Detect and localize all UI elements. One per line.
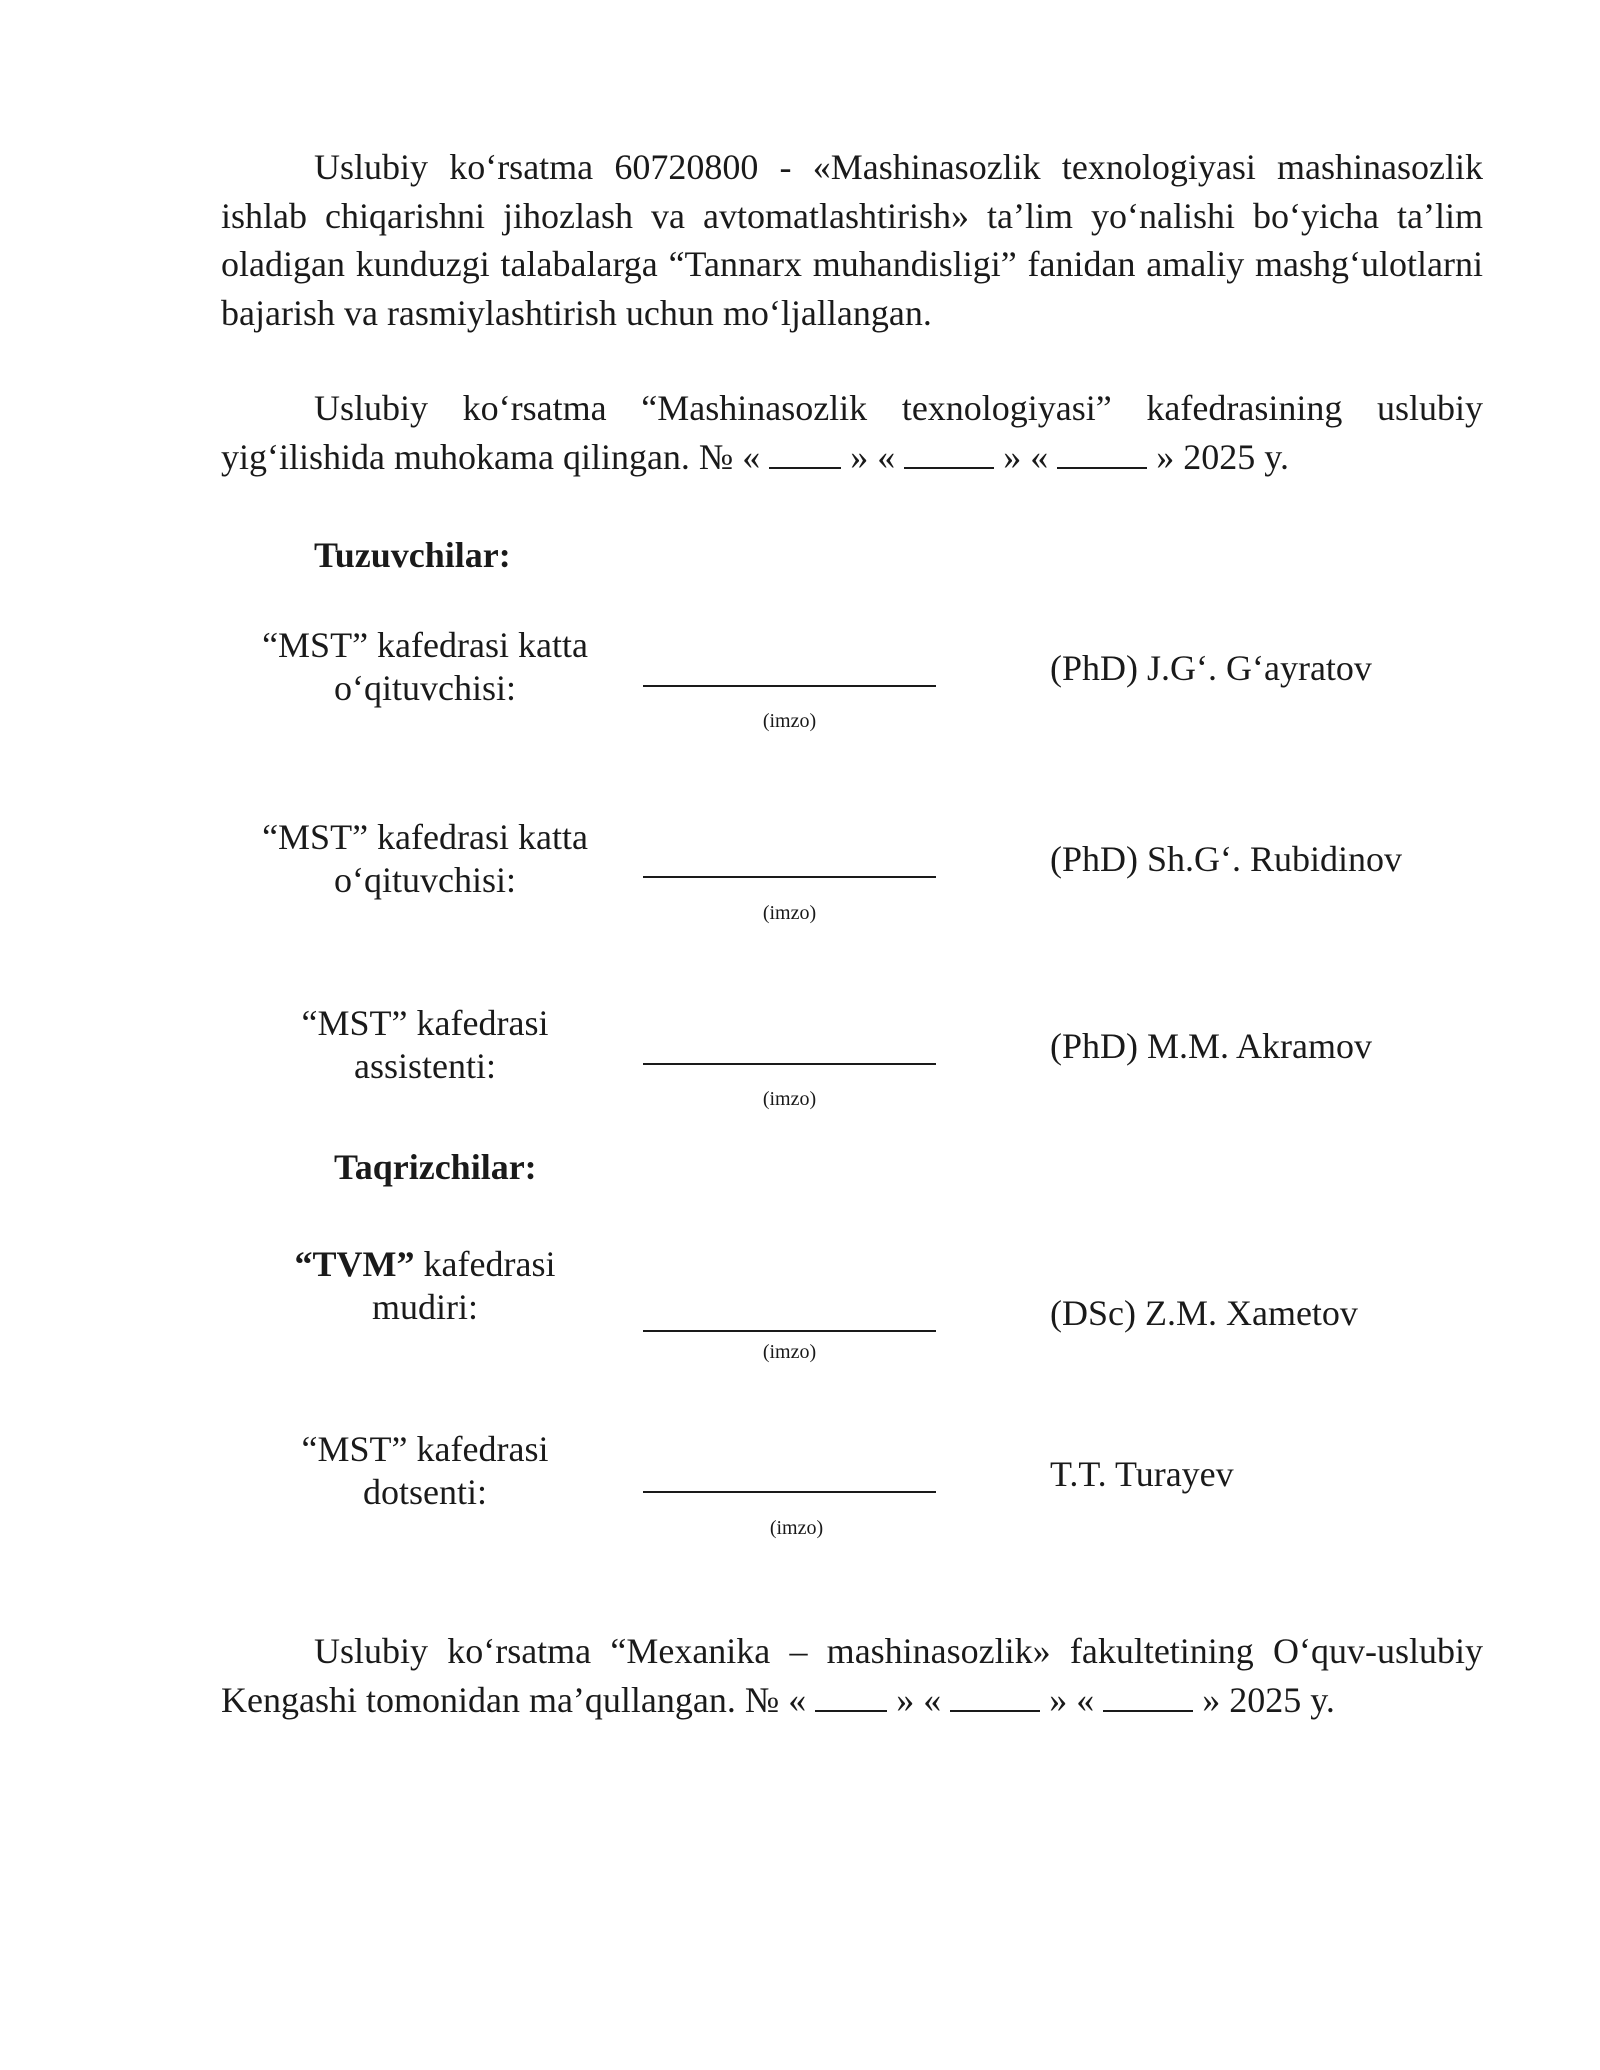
reviewers-heading: Taqrizchilar: [334, 1147, 537, 1187]
author-role-line1: “MST” kafedrasi [301, 1003, 549, 1043]
discussion-paragraph: Uslubiy ko‘rsatma “Mashinasozlik texnologiyasi” kafedrasining uslubiy yig‘ilishida muhokama qilingan. № « » « » « » 2025 y. [221, 388, 1483, 477]
signature-hint: (imzo) [762, 1341, 817, 1363]
reviewer-role-line2: dotsenti: [363, 1472, 487, 1512]
discussion-year: 2025 y. [1183, 436, 1289, 477]
protocol-number-blank [769, 435, 841, 469]
signature-hint: (imzo) [762, 902, 817, 924]
author-role-line2: assistenti: [354, 1046, 496, 1086]
signature-line [643, 1491, 936, 1493]
author-role [220, 816, 630, 902]
author-role-line2: o‘qituvchisi: [334, 860, 516, 900]
month-blank [1057, 435, 1147, 469]
reviewer-role-line2: mudiri: [372, 1287, 478, 1327]
reviewer-department-bold: “TVM” [294, 1244, 415, 1284]
author-name: (PhD) M.M. Akramov [1050, 1026, 1372, 1066]
reviewer-name: T.T. Turayev [1050, 1454, 1234, 1494]
signature-line [643, 1063, 936, 1065]
author-role-line2: o‘qituvchisi: [334, 668, 516, 708]
reviewer-role-line1: “MST” kafedrasi [301, 1429, 549, 1469]
reviewer-role-line1 [220, 1243, 630, 1286]
author-role [220, 1002, 630, 1088]
protocol-number-blank [815, 1678, 887, 1712]
author-name: (PhD) J.G‘. G‘ayratov [1050, 648, 1372, 688]
author-role [220, 624, 630, 710]
author-name: (PhD) Sh.G‘. Rubidinov [1050, 839, 1403, 879]
day-blank [904, 435, 994, 469]
reviewer-role-line1-rest: kafedrasi [414, 1244, 556, 1284]
discussion-paragraph-text: Uslubiy ko‘rsatma “Mashinasozlik texnologiyasi” kafedrasining uslubiy yig‘ilishida muhokama qilingan. № [221, 388, 1483, 477]
author-role-line1: “MST” kafedrasi katta [262, 625, 588, 665]
day-blank [950, 1678, 1040, 1712]
signature-hint: (imzo) [762, 710, 817, 732]
approval-year: 2025 y. [1229, 1679, 1335, 1720]
intro-paragraph-text: Uslubiy ko‘rsatma 60720800 - «Mashinasozlik texnologiyasi mashinasozlik ishlab chiqarishni jihozlash va avtomatlashtirish» ta’lim yo‘nalishi bo‘yicha ta’lim oladigan kunduzgi talabalarga “Tannarx muhandisligi” fanidan amaliy mashg‘ulotlarni bajarish va rasmiylashtirish uchun mo‘ljallangan. [221, 147, 1483, 333]
reviewer-name: (DSc) Z.M. Xametov [1050, 1293, 1358, 1333]
month-blank [1103, 1678, 1193, 1712]
authors-heading: Tuzuvchilar: [314, 535, 511, 575]
signature-line [643, 1330, 936, 1332]
signature-hint: (imzo) [769, 1517, 824, 1539]
author-role-line1: “MST” kafedrasi katta [262, 817, 588, 857]
intro-paragraph [221, 143, 1483, 337]
reviewer-role [220, 1428, 630, 1514]
signature-line [643, 685, 936, 687]
approval-paragraph-text: Uslubiy ko‘rsatma “Mexanika – mashinasozlik» fakultetining O‘quv-uslubiy Kengashi tomonidan ma’qullangan. № [221, 1631, 1483, 1720]
signature-hint: (imzo) [762, 1088, 817, 1110]
approval-paragraph: Uslubiy ko‘rsatma “Mexanika – mashinasozlik» fakultetining O‘quv-uslubiy Kengashi tomonidan ma’qullangan. № « » « » « » 2025 y. [221, 1631, 1483, 1720]
reviewer-role [220, 1243, 630, 1329]
signature-line [643, 876, 936, 878]
